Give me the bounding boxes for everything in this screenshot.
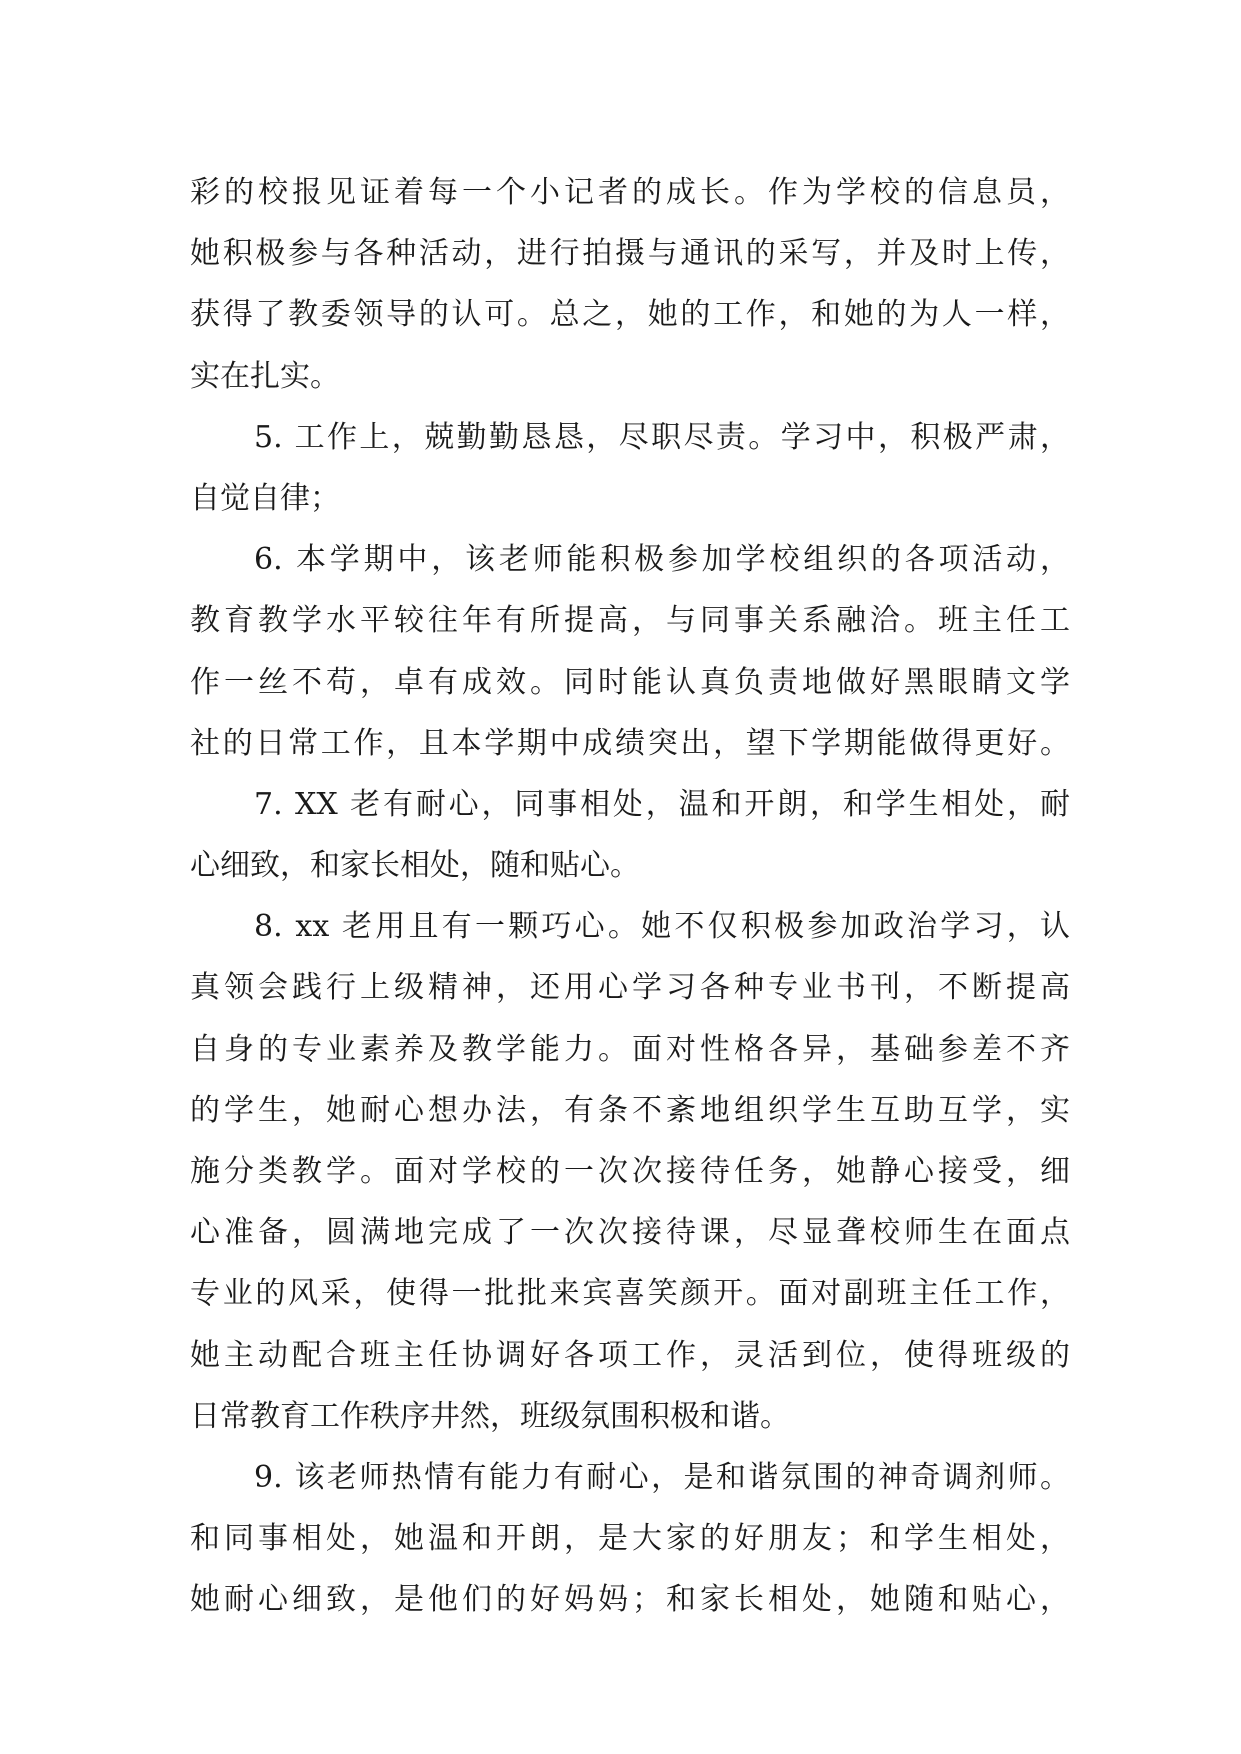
text-line: 教育教学水平较往年有所提高，与同事关系融洽。班主任工 (190, 603, 1070, 639)
text-line: 自觉自律； (190, 480, 340, 516)
document-body (190, 162, 1070, 1631)
paragraph-5-start: 5. 工作上，兢勤勤恳恳，尽职尽责。学习中，积极严肃， (254, 419, 1070, 455)
text-line: 日常教育工作秩序井然，班级氛围积极和谐。 (190, 1398, 790, 1434)
text-line: 她耐心细致，是他们的好妈妈；和家长相处，她随和贴心， (190, 1582, 1070, 1618)
paragraph-7-start: 7. XX 老有耐心，同事相处，温和开朗，和学生相处，耐 (254, 786, 1070, 822)
text-line: 彩的校报见证着每一个小记者的成长。作为学校的信息员， (190, 175, 1070, 210)
text-line: 自身的专业素养及教学能力。面对性格各异，基础参差不齐 (190, 1031, 1070, 1067)
text-line: 施分类教学。面对学校的一次次接待任务，她静心接受，细 (190, 1154, 1070, 1189)
text-line: 心细致，和家长相处，随和贴心。 (190, 848, 640, 884)
text-line: 和同事相处，她温和开朗，是大家的好朋友；和学生相处， (190, 1521, 1070, 1557)
text-line: 获得了教委领导的认可。总之，她的工作，和她的为人一样， (190, 297, 1070, 333)
text-line: 心准备，圆满地完成了一次次接待课，尽显聋校师生在面点 (190, 1215, 1070, 1251)
paragraph-9-start: 9. 该老师热情有能力有耐心，是和谐氛围的神奇调剂师。 (254, 1459, 1070, 1495)
paragraph-8-start: 8. xx 老用且有一颗巧心。她不仅积极参加政治学习，认 (254, 909, 1070, 945)
paragraph-6-start: 6. 本学期中，该老师能积极参加学校组织的各项活动， (254, 542, 1070, 578)
text-line: 她主动配合班主任协调好各项工作，灵活到位，使得班级的 (190, 1337, 1070, 1373)
text-line: 作一丝不苟，卓有成效。同时能认真负责地做好黑眼睛文学 (190, 664, 1070, 700)
text-line: 实在扎实。 (190, 358, 340, 394)
text-line: 她积极参与各种活动，进行拍摄与通讯的采写，并及时上传， (190, 236, 1070, 272)
text-line: 的学生，她耐心想办法，有条不紊地组织学生互助互学，实 (190, 1092, 1070, 1128)
text-line: 真领会践行上级精神，还用心学习各种专业书刊，不断提高 (190, 970, 1070, 1006)
text-line: 专业的风采，使得一批批来宾喜笑颜开。面对副班主任工作， (190, 1276, 1070, 1312)
text-line: 社的日常工作，且本学期中成绩突出，望下学期能做得更好。 (190, 725, 1070, 761)
